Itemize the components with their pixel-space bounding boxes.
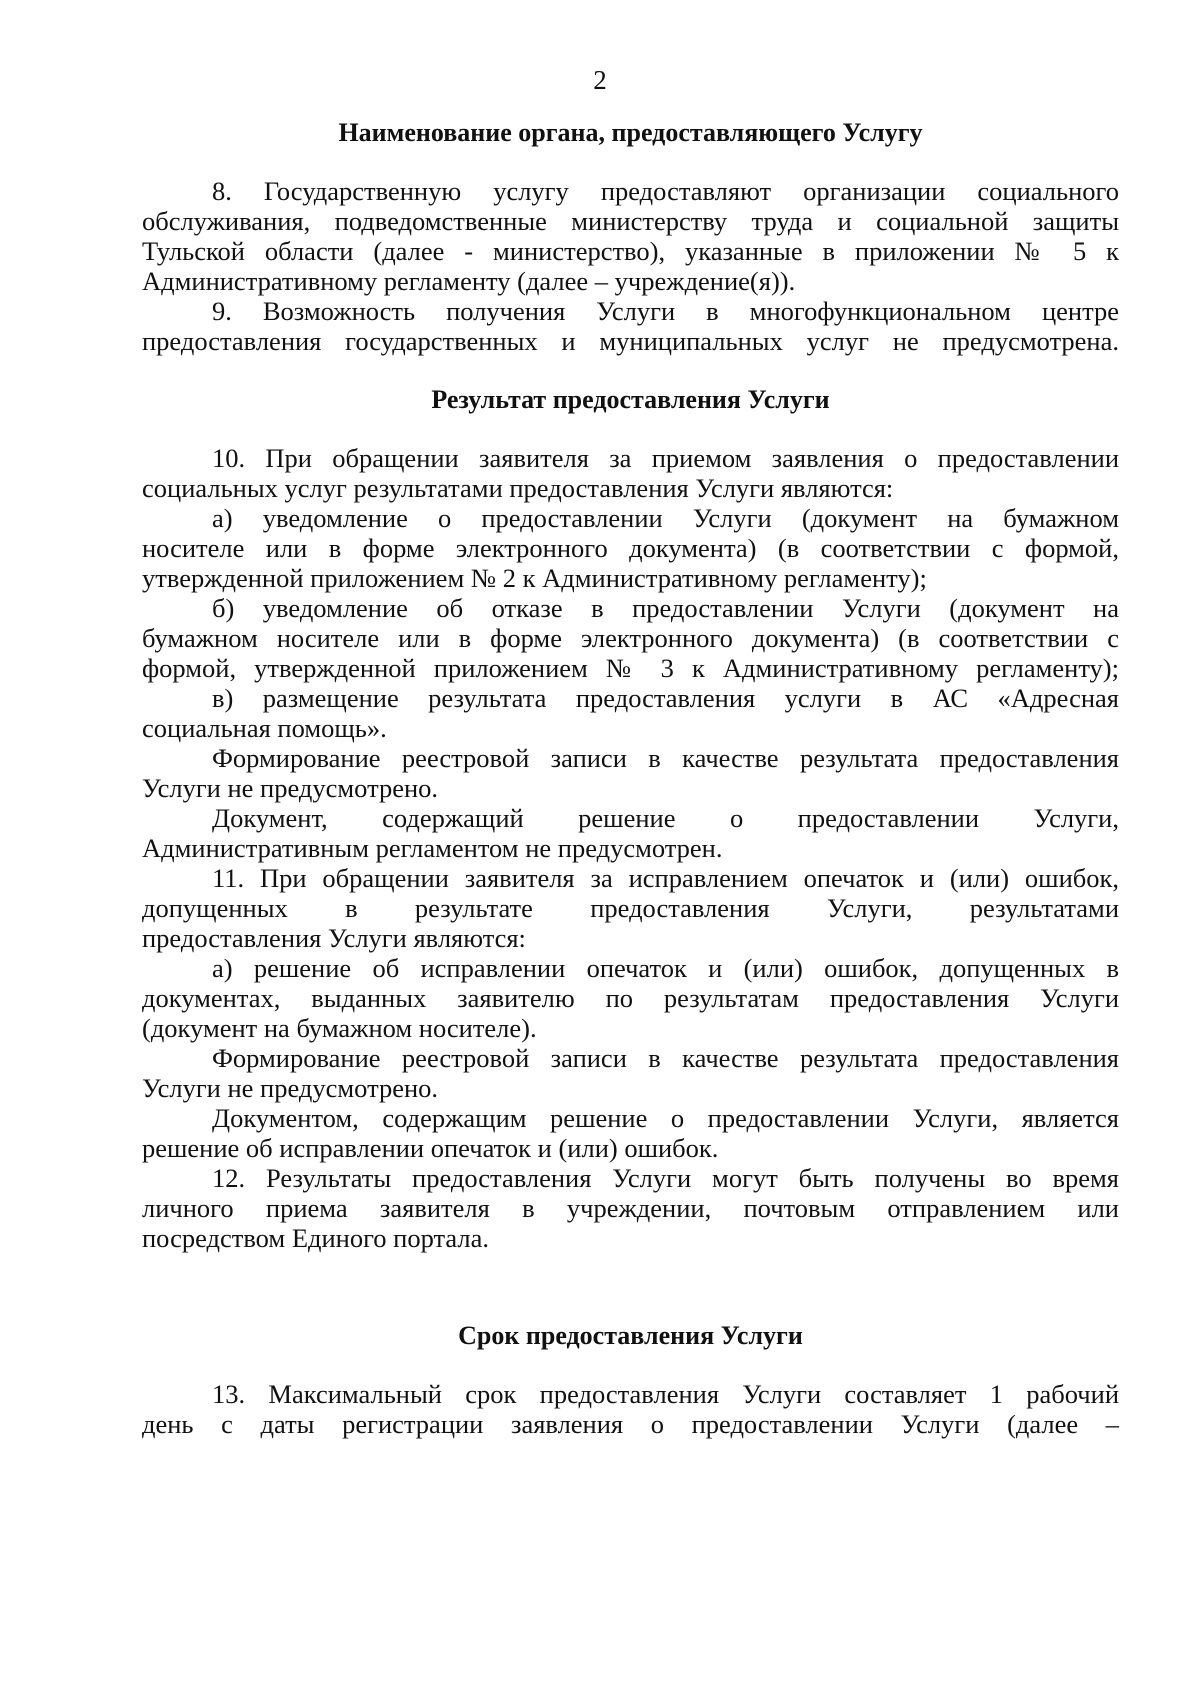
paragraph-line: 12. Результаты предоставления Услуги могут быть получены во время (212, 1163, 1119, 1193)
paragraph-line: утвержденной приложением № 2 к Административному регламенту); (142, 563, 927, 593)
paragraph-line: документах, выданных заявителю по результатам предоставления Услуги (142, 983, 1119, 1013)
paragraph-line: 11. При обращении заявителя за исправлением опечаток и (или) ошибок, (212, 863, 1119, 893)
paragraph-line: Формирование реестровой записи в качестве результата предоставления (212, 743, 1119, 773)
paragraph-line: а) решение об исправлении опечаток и (или) ошибок, допущенных в (212, 953, 1119, 983)
paragraph-line: Услуги не предусмотрено. (142, 1073, 439, 1103)
paragraph-line: Тульской области (далее - министерство), указанные в приложении № 5 к (142, 236, 1119, 266)
paragraph-line: в) размещение результата предоставления услуги в АС «Адресная (212, 683, 1119, 713)
page-number: 2 (593, 65, 607, 95)
paragraph-line: Документ, содержащий решение о предоставлении Услуги, (212, 803, 1119, 833)
paragraph-line: б) уведомление об отказе в предоставлении Услуги (документ на (212, 593, 1119, 623)
paragraph-line: Документом, содержащим решение о предоставлении Услуги, является (212, 1103, 1119, 1133)
paragraph-line: 9. Возможность получения Услуги в многофункциональном центре (212, 296, 1119, 326)
paragraph-line: социальная помощь». (142, 713, 387, 743)
section-heading-term: Срок предоставления Услуги (458, 1321, 803, 1350)
paragraph-line: а) уведомление о предоставлении Услуги (документ на бумажном (212, 503, 1119, 533)
paragraph-line: предоставления государственных и муниципальных услуг не предусмотрена. (142, 326, 1119, 356)
paragraph-line: (документ на бумажном носителе). (142, 1013, 537, 1043)
paragraph-line: обслуживания, подведомственные министерству труда и социальной защиты (142, 206, 1119, 236)
paragraph-line: личного приема заявителя в учреждении, почтовым отправлением или (142, 1193, 1119, 1223)
paragraph-line: 8. Государственную услугу предоставляют организации социального (212, 176, 1119, 206)
paragraph-line: Услуги не предусмотрено. (142, 773, 439, 803)
paragraph-line: носителе или в форме электронного документа) (в соответствии с формой, (142, 533, 1119, 563)
paragraph-line: решение об исправлении опечаток и (или) ошибок. (142, 1133, 719, 1163)
paragraph-line: 10. При обращении заявителя за приемом заявления о предоставлении (212, 443, 1119, 473)
paragraph-line: предоставления Услуги являются: (142, 923, 526, 953)
section-heading-result: Результат предоставления Услуги (431, 385, 830, 414)
paragraph-line: формой, утвержденной приложением № 3 к Административному регламенту); (142, 653, 1119, 683)
paragraph-line: Административному регламенту (далее – учреждение(я)). (142, 266, 796, 296)
section-heading-issuing-body: Наименование органа, предоставляющего Услугу (338, 118, 923, 147)
paragraph-line: бумажном носителе или в форме электронного документа) (в соответствии с (142, 623, 1119, 653)
paragraph-line: допущенных в результате предоставления Услуги, результатами (142, 893, 1119, 923)
paragraph-line: Административным регламентом не предусмотрен. (142, 833, 723, 863)
paragraph-line: посредством Единого портала. (142, 1223, 490, 1253)
paragraph-line: Формирование реестровой записи в качестве результата предоставления (212, 1043, 1119, 1073)
paragraph-line: 13. Максимальный срок предоставления Услуги составляет 1 рабочий (212, 1379, 1119, 1409)
paragraph-line: день с даты регистрации заявления о предоставлении Услуги (далее – (142, 1409, 1119, 1439)
paragraph-line: социальных услуг результатами предоставления Услуги являются: (142, 473, 894, 503)
